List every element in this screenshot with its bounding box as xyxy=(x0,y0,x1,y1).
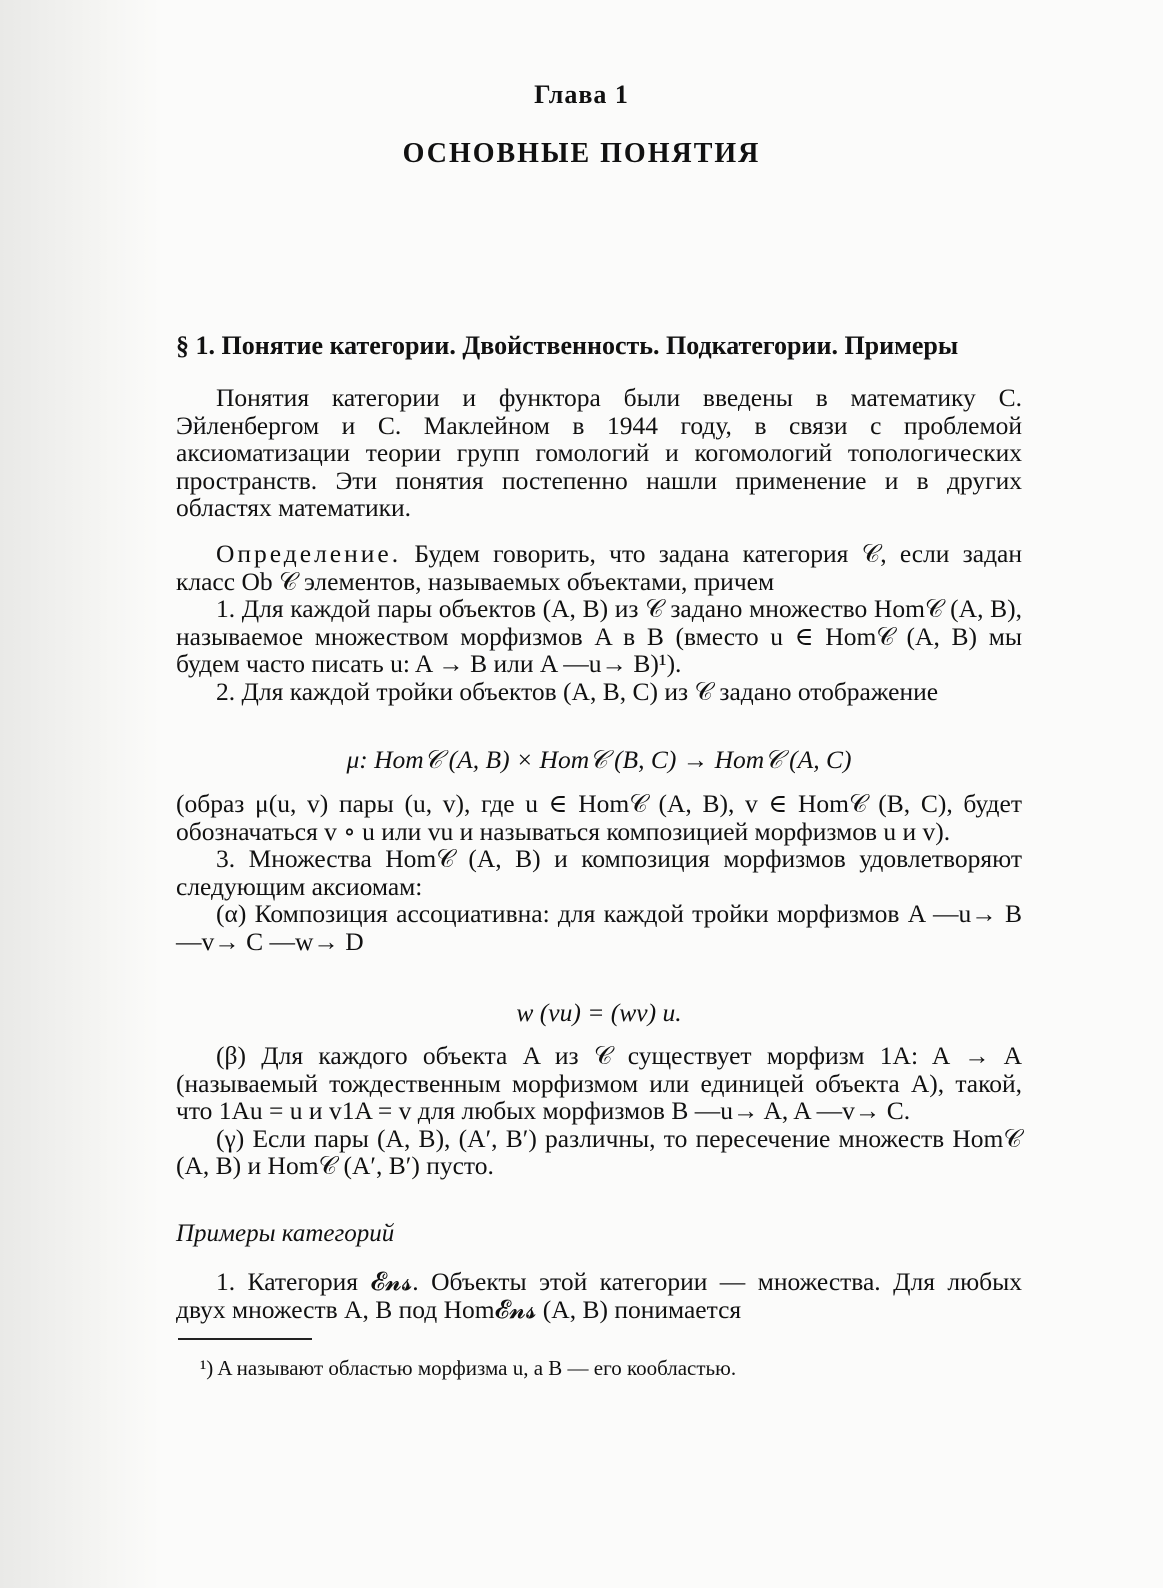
axiom-beta: (β) Для каждого объекта A из 𝒞 существует морфизм 1A: A → A (называемый тождественным морфизмом или единицей объекта A), такой, что 1Au = u и v1A = v для любых морфизмов B —u→ A, A —v→ C. xyxy=(176,1041,1022,1125)
chapter-title: ОСНОВНЫЕ ПОНЯТИЯ xyxy=(402,138,761,169)
axiom-alpha: (α) Композиция ассоциативна: для каждой тройки морфизмов A —u→ B —v→ C —w→ D xyxy=(176,899,1022,956)
definition-item-3: 3. Множества Hom𝒞 (A, B) и композиция морфизмов удовлетворяют следующим аксиомам: xyxy=(176,844,1022,901)
footnote: ¹) A называют областью морфизма u, а B — его кообластью. xyxy=(200,1356,737,1380)
definition-block xyxy=(176,540,1022,705)
after-mu-text: (образ μ(u, v) пары (u, v), где u ∈ Hom𝒞 (A, B), v ∈ Hom𝒞 (B, C), будет обозначаться v ∘ u или vu и называться композицией морфизмов u и v). xyxy=(176,789,1022,846)
intro-paragraph: Понятия категории и функтора были введены в математику С. Эйленбергом и С. Маклейном в 1944 году, в связи с проблемой аксиоматизации теории групп гомологий и когомологий топологических пространств. Эти понятия постепенно нашли применение и в других областях математики. xyxy=(176,383,1022,522)
axiom-gamma: (γ) Если пары (A, B), (A′, B′) различны, то пересечение множеств Hom𝒞 (A, B) и Hom𝒞 (A′, B′) пусто. xyxy=(176,1123,1022,1180)
formula-associativity: w (vu) = (wv) u. xyxy=(516,998,682,1027)
example-1: 1. Категория 𝓔𝓷𝓼. Объекты этой категории — множества. Для любых двух множеств A, B под Hom𝓔𝓷𝓼 (A, B) понимается xyxy=(176,1267,1022,1324)
section-heading: § 1. Понятие категории. Двойственность. Подкатегории. Примеры xyxy=(176,331,959,360)
definition-item-1: 1. Для каждой пары объектов (A, B) из 𝒞 задано множество Hom𝒞 (A, B), называемое множеством морфизмов A в B (вместо u ∈ Hom𝒞 (A, B) мы будем часто писать u: A → B или A —u→ B)¹). xyxy=(176,594,1022,678)
formula-mu: μ: Hom𝒞 (A, B) × Hom𝒞 (B, C) → Hom𝒞 (A, C) xyxy=(346,745,852,774)
definition-continued xyxy=(176,790,1022,955)
definition-text: Будем говорить, что задана категория 𝒞, если задан класс Ob 𝒞 элементов, называемых объектами, причем xyxy=(176,539,1023,596)
definition-label: Определение. xyxy=(216,539,402,568)
axioms-block xyxy=(176,1042,1022,1180)
examples-heading: Примеры категорий xyxy=(176,1220,395,1247)
footnote-divider xyxy=(178,1338,312,1340)
definition-item-2: 2. Для каждой тройки объектов (A, B, C) из 𝒞 задано отображение xyxy=(216,676,939,706)
chapter-number: Глава 1 xyxy=(534,80,629,109)
